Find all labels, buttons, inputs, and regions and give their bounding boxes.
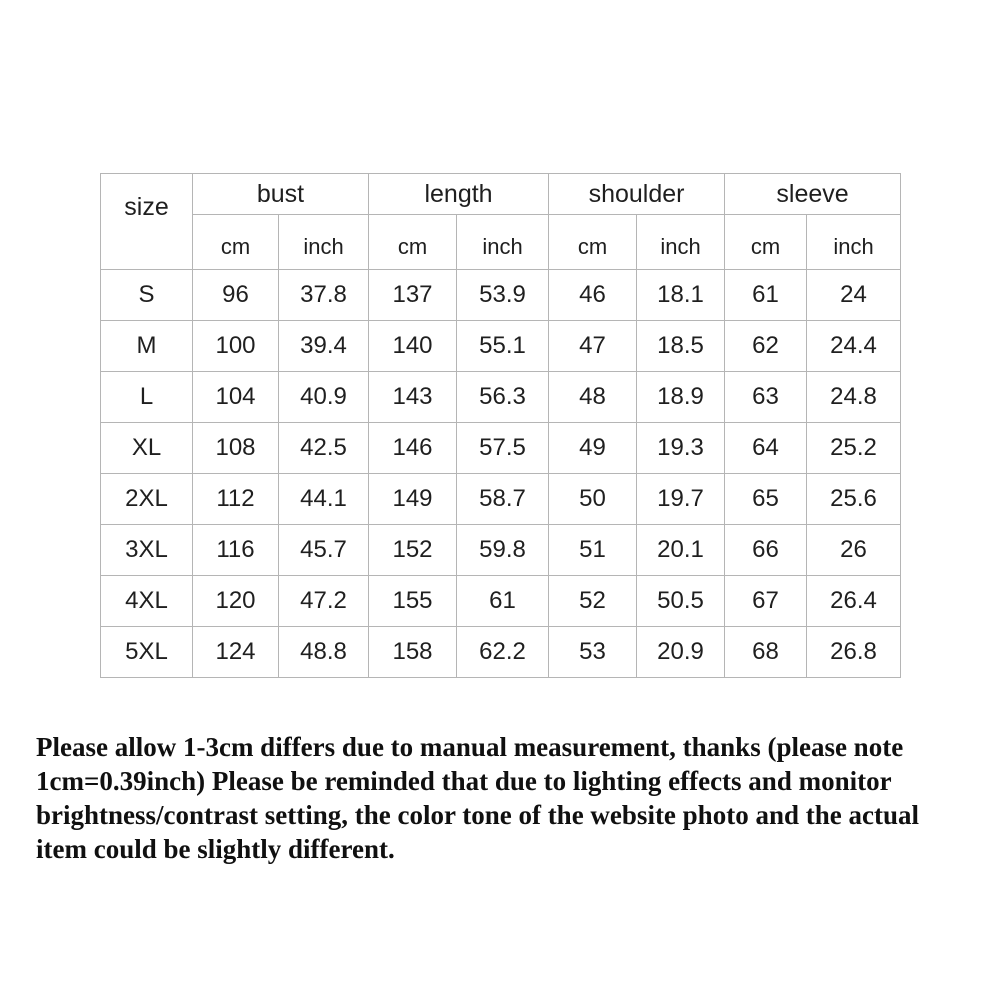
- value-cell: 68: [725, 627, 807, 678]
- table-row: [101, 270, 901, 321]
- value-cell: 50: [549, 474, 637, 525]
- value-cell: 25.6: [807, 474, 901, 525]
- size-chart-table: [100, 173, 901, 678]
- value-cell: 37.8: [279, 270, 369, 321]
- value-cell: 149: [369, 474, 457, 525]
- size-column-header: size: [101, 174, 193, 270]
- value-cell: 158: [369, 627, 457, 678]
- table-row: [101, 627, 901, 678]
- value-cell: 46: [549, 270, 637, 321]
- value-cell: 45.7: [279, 525, 369, 576]
- value-cell: 19.7: [637, 474, 725, 525]
- unit-header: inch: [457, 215, 549, 270]
- group-header-shoulder: shoulder: [549, 174, 725, 215]
- value-cell: 120: [193, 576, 279, 627]
- value-cell: 53.9: [457, 270, 549, 321]
- value-cell: 140: [369, 321, 457, 372]
- table-row: [101, 423, 901, 474]
- value-cell: 61: [725, 270, 807, 321]
- table-row: [101, 576, 901, 627]
- value-cell: 39.4: [279, 321, 369, 372]
- value-cell: 62: [725, 321, 807, 372]
- value-cell: 42.5: [279, 423, 369, 474]
- size-cell: S: [101, 270, 193, 321]
- value-cell: 49: [549, 423, 637, 474]
- size-cell: 5XL: [101, 627, 193, 678]
- unit-header: inch: [807, 215, 901, 270]
- size-table-body: [101, 270, 901, 678]
- value-cell: 61: [457, 576, 549, 627]
- measurement-note: Please allow 1-3cm differs due to manual measurement, thanks (please note 1cm=0.39inch) Please be reminded that due to lighting effects and monitor brightness/contrast setting, the color tone of the website photo and the actual item could be slightly different.: [36, 732, 919, 864]
- value-cell: 18.9: [637, 372, 725, 423]
- value-cell: 48: [549, 372, 637, 423]
- value-cell: 47: [549, 321, 637, 372]
- value-cell: 62.2: [457, 627, 549, 678]
- value-cell: 59.8: [457, 525, 549, 576]
- size-cell: XL: [101, 423, 193, 474]
- size-cell: 4XL: [101, 576, 193, 627]
- value-cell: 24.4: [807, 321, 901, 372]
- size-cell: M: [101, 321, 193, 372]
- unit-header: cm: [193, 215, 279, 270]
- value-cell: 124: [193, 627, 279, 678]
- value-cell: 26: [807, 525, 901, 576]
- value-cell: 24: [807, 270, 901, 321]
- value-cell: 20.1: [637, 525, 725, 576]
- value-cell: 18.5: [637, 321, 725, 372]
- value-cell: 52: [549, 576, 637, 627]
- value-cell: 143: [369, 372, 457, 423]
- size-cell: 2XL: [101, 474, 193, 525]
- value-cell: 56.3: [457, 372, 549, 423]
- value-cell: 26.8: [807, 627, 901, 678]
- value-cell: 25.2: [807, 423, 901, 474]
- value-cell: 112: [193, 474, 279, 525]
- value-cell: 104: [193, 372, 279, 423]
- value-cell: 20.9: [637, 627, 725, 678]
- size-cell: L: [101, 372, 193, 423]
- value-cell: 100: [193, 321, 279, 372]
- value-cell: 96: [193, 270, 279, 321]
- table-row: [101, 372, 901, 423]
- value-cell: 50.5: [637, 576, 725, 627]
- table-row: [101, 321, 901, 372]
- value-cell: 155: [369, 576, 457, 627]
- value-cell: 66: [725, 525, 807, 576]
- table-row: [101, 474, 901, 525]
- unit-header: cm: [725, 215, 807, 270]
- value-cell: 44.1: [279, 474, 369, 525]
- value-cell: 63: [725, 372, 807, 423]
- value-cell: 116: [193, 525, 279, 576]
- table-row: [101, 525, 901, 576]
- group-header-bust: bust: [193, 174, 369, 215]
- value-cell: 137: [369, 270, 457, 321]
- value-cell: 57.5: [457, 423, 549, 474]
- value-cell: 146: [369, 423, 457, 474]
- value-cell: 67: [725, 576, 807, 627]
- group-header-sleeve: sleeve: [725, 174, 901, 215]
- value-cell: 48.8: [279, 627, 369, 678]
- value-cell: 152: [369, 525, 457, 576]
- group-header-length: length: [369, 174, 549, 215]
- value-cell: 64: [725, 423, 807, 474]
- value-cell: 108: [193, 423, 279, 474]
- value-cell: 47.2: [279, 576, 369, 627]
- value-cell: 19.3: [637, 423, 725, 474]
- unit-header: cm: [369, 215, 457, 270]
- value-cell: 26.4: [807, 576, 901, 627]
- value-cell: 65: [725, 474, 807, 525]
- value-cell: 51: [549, 525, 637, 576]
- unit-header: cm: [549, 215, 637, 270]
- value-cell: 58.7: [457, 474, 549, 525]
- value-cell: 53: [549, 627, 637, 678]
- unit-header: inch: [279, 215, 369, 270]
- value-cell: 24.8: [807, 372, 901, 423]
- value-cell: 55.1: [457, 321, 549, 372]
- value-cell: 40.9: [279, 372, 369, 423]
- value-cell: 18.1: [637, 270, 725, 321]
- size-cell: 3XL: [101, 525, 193, 576]
- unit-header: inch: [637, 215, 725, 270]
